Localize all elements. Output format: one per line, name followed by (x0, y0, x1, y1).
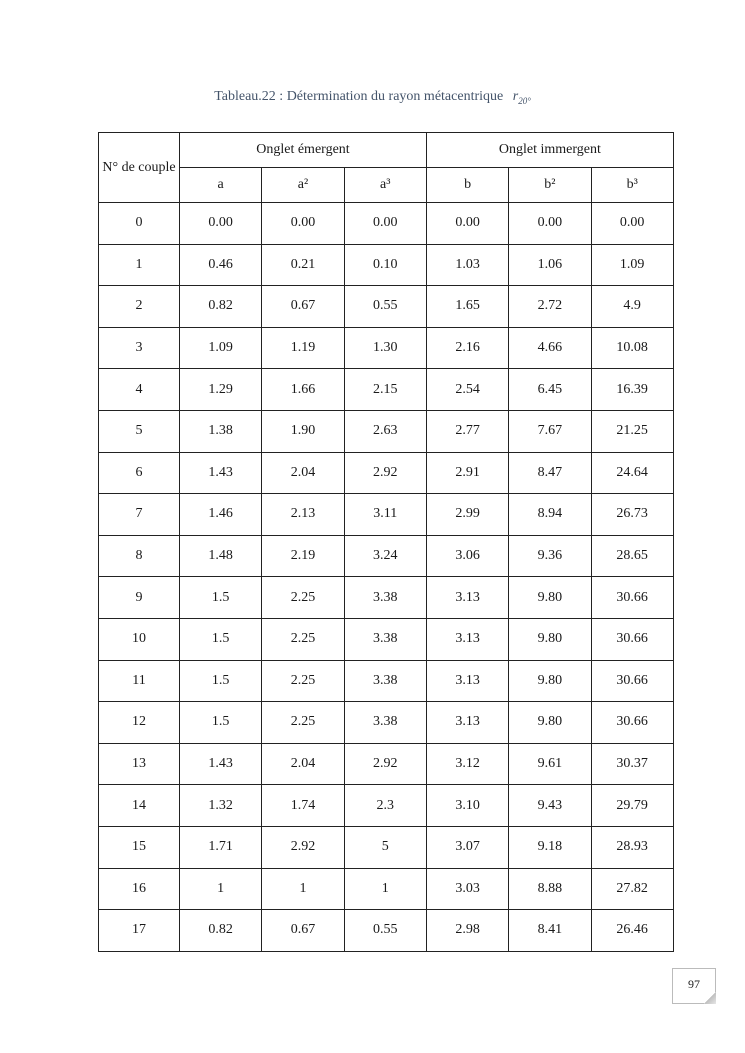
table-row (99, 286, 674, 328)
table-cell: 1.5 (180, 702, 262, 744)
table-cell: 2.3 (344, 785, 426, 827)
table-cell: 0.00 (591, 203, 673, 245)
table-cell: 1.46 (180, 494, 262, 536)
table-cell: 1.29 (180, 369, 262, 411)
page-number-box (672, 968, 716, 1004)
table-cell: 2.92 (344, 452, 426, 494)
table-cell: 0.00 (509, 203, 591, 245)
table-cell: 1 (262, 868, 344, 910)
table-cell: 5 (344, 826, 426, 868)
table-cell: 1.32 (180, 785, 262, 827)
table-cell: 2.72 (509, 286, 591, 328)
table-cell: 1.43 (180, 452, 262, 494)
table-cell: 2.54 (426, 369, 508, 411)
table-row (99, 244, 674, 286)
table-row (99, 868, 674, 910)
table-cell: 30.66 (591, 577, 673, 619)
table-cell: 2.92 (344, 743, 426, 785)
table-cell: 1.19 (262, 327, 344, 369)
table-cell: 2.25 (262, 702, 344, 744)
table-cell: 2.04 (262, 452, 344, 494)
couple-number-cell: 5 (99, 410, 180, 452)
table-cell: 1.5 (180, 618, 262, 660)
couple-number-cell: 11 (99, 660, 180, 702)
table-cell: 3.13 (426, 618, 508, 660)
table-cell: 27.82 (591, 868, 673, 910)
table-cell: 2.16 (426, 327, 508, 369)
table-cell: 1.74 (262, 785, 344, 827)
table-cell: 3.38 (344, 660, 426, 702)
table-cell: 0.55 (344, 910, 426, 952)
couple-number-cell: 15 (99, 826, 180, 868)
group-header-immergent: Onglet immergent (426, 133, 673, 168)
table-cell: 0.55 (344, 286, 426, 328)
table-cell: 0.82 (180, 286, 262, 328)
table-row (99, 535, 674, 577)
table-row (99, 369, 674, 411)
table-cell: 2.13 (262, 494, 344, 536)
couple-number-cell: 16 (99, 868, 180, 910)
table-cell: 29.79 (591, 785, 673, 827)
table-cell: 9.43 (509, 785, 591, 827)
table-cell: 0.00 (180, 203, 262, 245)
table-cell: 1.90 (262, 410, 344, 452)
table-cell: 1.66 (262, 369, 344, 411)
table-cell: 3.38 (344, 702, 426, 744)
table-cell: 1.5 (180, 577, 262, 619)
table-row (99, 327, 674, 369)
couple-number-cell: 17 (99, 910, 180, 952)
couple-number-cell: 3 (99, 327, 180, 369)
table-cell: 3.24 (344, 535, 426, 577)
page-curl-decoration (704, 992, 716, 1004)
table-cell: 9.80 (509, 577, 591, 619)
table-cell: 2.19 (262, 535, 344, 577)
table-cell: 7.67 (509, 410, 591, 452)
couple-number-cell: 8 (99, 535, 180, 577)
table-cell: 1.09 (180, 327, 262, 369)
table-row (99, 203, 674, 245)
table-cell: 28.93 (591, 826, 673, 868)
couple-number-cell: 10 (99, 618, 180, 660)
table-cell: 3.07 (426, 826, 508, 868)
caption-text: Tableau.22 : Détermination du rayon métacentrique (214, 89, 504, 104)
column-header-b2: b² (509, 168, 591, 203)
table-cell: 1.09 (591, 244, 673, 286)
couple-number-cell: 12 (99, 702, 180, 744)
table-cell: 10.08 (591, 327, 673, 369)
table-cell: 2.25 (262, 660, 344, 702)
table-cell: 0.00 (426, 203, 508, 245)
couple-number-cell: 7 (99, 494, 180, 536)
table-cell: 3.13 (426, 577, 508, 619)
table-body (99, 203, 674, 952)
table-cell: 0.00 (344, 203, 426, 245)
table-row (99, 452, 674, 494)
table-cell: 30.66 (591, 618, 673, 660)
table-cell: 1.30 (344, 327, 426, 369)
couple-number-cell: 4 (99, 369, 180, 411)
table-cell: 2.91 (426, 452, 508, 494)
table-cell: 2.15 (344, 369, 426, 411)
table-cell: 3.38 (344, 577, 426, 619)
table-row (99, 618, 674, 660)
table-cell: 9.61 (509, 743, 591, 785)
table-row (99, 910, 674, 952)
table-cell: 9.80 (509, 660, 591, 702)
column-header-b: b (426, 168, 508, 203)
table-cell: 2.92 (262, 826, 344, 868)
table-cell: 16.39 (591, 369, 673, 411)
table-cell: 8.88 (509, 868, 591, 910)
table-cell: 1.48 (180, 535, 262, 577)
table-row (99, 494, 674, 536)
column-header-a3: a³ (344, 168, 426, 203)
table-row (99, 826, 674, 868)
column-header-a: a (180, 168, 262, 203)
table-caption (0, 89, 745, 106)
table-cell: 30.66 (591, 702, 673, 744)
table-cell: 3.03 (426, 868, 508, 910)
table-cell: 9.80 (509, 618, 591, 660)
caption-symbol: $r_{20^\circ}$ (512, 89, 531, 106)
table-cell: 1.06 (509, 244, 591, 286)
row-header-couple: N° de couple (99, 133, 180, 203)
table-cell: 3.13 (426, 702, 508, 744)
table-cell: 30.66 (591, 660, 673, 702)
couple-number-cell: 1 (99, 244, 180, 286)
table-cell: 0.10 (344, 244, 426, 286)
table-cell: 2.63 (344, 410, 426, 452)
table-cell: 2.25 (262, 618, 344, 660)
table-cell: 9.36 (509, 535, 591, 577)
table-cell: 9.18 (509, 826, 591, 868)
table-cell: 0.46 (180, 244, 262, 286)
table-cell: 0.00 (262, 203, 344, 245)
couple-number-cell: 13 (99, 743, 180, 785)
couple-number-cell: 14 (99, 785, 180, 827)
table-cell: 30.37 (591, 743, 673, 785)
table-cell: 3.06 (426, 535, 508, 577)
table-cell: 8.47 (509, 452, 591, 494)
table-cell: 0.21 (262, 244, 344, 286)
table-cell: 21.25 (591, 410, 673, 452)
table-cell: 6.45 (509, 369, 591, 411)
table-row (99, 743, 674, 785)
table-cell: 0.67 (262, 286, 344, 328)
table-cell: 8.41 (509, 910, 591, 952)
table-cell: 2.04 (262, 743, 344, 785)
table-row (99, 702, 674, 744)
table-cell: 3.38 (344, 618, 426, 660)
group-header-emergent: Onglet émergent (180, 133, 427, 168)
table-row (99, 785, 674, 827)
column-header-a2: a² (262, 168, 344, 203)
table-cell: 1.5 (180, 660, 262, 702)
page-number: 97 (688, 977, 700, 991)
table-cell: 0.82 (180, 910, 262, 952)
table-cell: 3.10 (426, 785, 508, 827)
couple-number-cell: 0 (99, 203, 180, 245)
table-cell: 2.77 (426, 410, 508, 452)
table-cell: 0.67 (262, 910, 344, 952)
table-cell: 1.71 (180, 826, 262, 868)
couple-number-cell: 9 (99, 577, 180, 619)
table-cell: 2.99 (426, 494, 508, 536)
table-cell: 28.65 (591, 535, 673, 577)
table-cell: 3.11 (344, 494, 426, 536)
table-cell: 9.80 (509, 702, 591, 744)
table-cell: 3.12 (426, 743, 508, 785)
table-cell: 1.43 (180, 743, 262, 785)
metacentric-radius-table (98, 132, 674, 952)
table-cell: 1 (344, 868, 426, 910)
table-cell: 24.64 (591, 452, 673, 494)
table-cell: 1 (180, 868, 262, 910)
table-cell: 8.94 (509, 494, 591, 536)
table-cell: 2.25 (262, 577, 344, 619)
table-cell: 26.73 (591, 494, 673, 536)
couple-number-cell: 2 (99, 286, 180, 328)
table-cell: 4.9 (591, 286, 673, 328)
table-cell: 2.98 (426, 910, 508, 952)
table-cell: 4.66 (509, 327, 591, 369)
table-row (99, 410, 674, 452)
table-cell: 1.03 (426, 244, 508, 286)
table-cell: 1.65 (426, 286, 508, 328)
table-cell: 3.13 (426, 660, 508, 702)
table-cell: 1.38 (180, 410, 262, 452)
couple-number-cell: 6 (99, 452, 180, 494)
table-row (99, 660, 674, 702)
table-cell: 26.46 (591, 910, 673, 952)
column-header-b3: b³ (591, 168, 673, 203)
table-row (99, 577, 674, 619)
